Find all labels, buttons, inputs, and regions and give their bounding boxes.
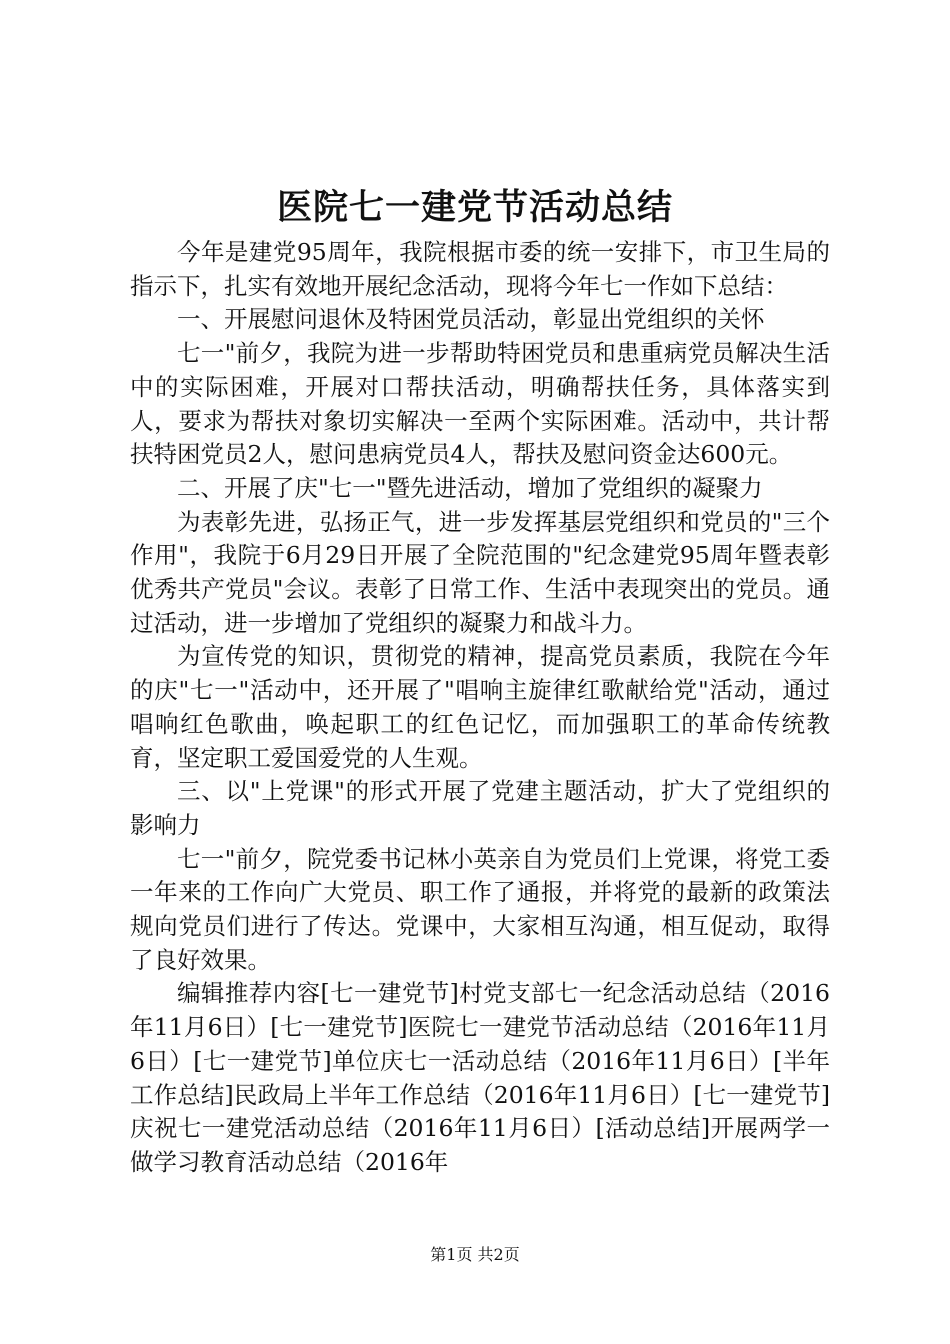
section-3-paragraph: 七一"前夕，院党委书记林小英亲自为党员们上党课，将党工委一年来的工作向广大党员、职工作了通报，并将党的最新的政策法规向党员们进行了传达。党课中，大家相互沟通，相互促动，取得了良好效果。 xyxy=(130,844,830,974)
page-number-footer: 第1页 共2页 xyxy=(430,1245,520,1264)
document-body xyxy=(130,236,830,1180)
section-heading-3: 三、以"上党课"的形式开展了党建主题活动，扩大了党组织的影响力 xyxy=(130,777,830,839)
page-title: 医院七一建党节活动总结 xyxy=(276,187,673,228)
recommended-content-paragraph: 编辑推荐内容[七一建党节]村党支部七一纪念活动总结（2016年11月6日）[七一建党节]医院七一建党节活动总结（2016年11月6日）[七一建党节]单位庆七一活动总结（2016年11月6日）[半年工作总结]民政局上半年工作总结（2016年11月6日）[七一建党节]庆祝七一建党活动总结（2016年11月6日）[活动总结]开展两学一做学习教育活动总结（2016年 xyxy=(130,979,830,1176)
section-1-paragraph: 七一"前夕，我院为进一步帮助特困党员和患重病党员解决生活中的实际困难，开展对口帮扶活动，明确帮扶任务，具体落实到人，要求为帮扶对象切实解决一至两个实际困难。活动中，共计帮扶特困党员2人，慰问患病党员4人，帮扶及慰问资金达600元。 xyxy=(130,339,830,469)
intro-paragraph: 今年是建党95周年，我院根据市委的统一安排下，市卫生局的指示下，扎实有效地开展纪念活动，现将今年七一作如下总结： xyxy=(130,238,830,300)
section-heading-2: 二、开展了庆"七一"暨先进活动，增加了党组织的凝聚力 xyxy=(177,473,763,502)
section-2-paragraph-1: 为表彰先进，弘扬正气，进一步发挥基层党组织和党员的"三个作用"，我院于6月29日开展了全院范围的"纪念建党95周年暨表彰优秀共产党员"会议。表彰了日常工作、生活中表现突出的党员。通过活动，进一步增加了党组织的凝聚力和战斗力。 xyxy=(130,507,830,637)
section-2-paragraph-2: 为宣传党的知识，贯彻党的精神，提高党员素质，我院在今年的庆"七一"活动中，还开展了"唱响主旋律红歌献给党"活动，通过唱响红色歌曲，唤起职工的红色记忆，而加强职工的革命传统教育，坚定职工爱国爱党的人生观。 xyxy=(130,642,830,772)
section-heading-1: 一、开展慰问退休及特困党员活动，彰显出党组织的关怀 xyxy=(177,305,765,334)
